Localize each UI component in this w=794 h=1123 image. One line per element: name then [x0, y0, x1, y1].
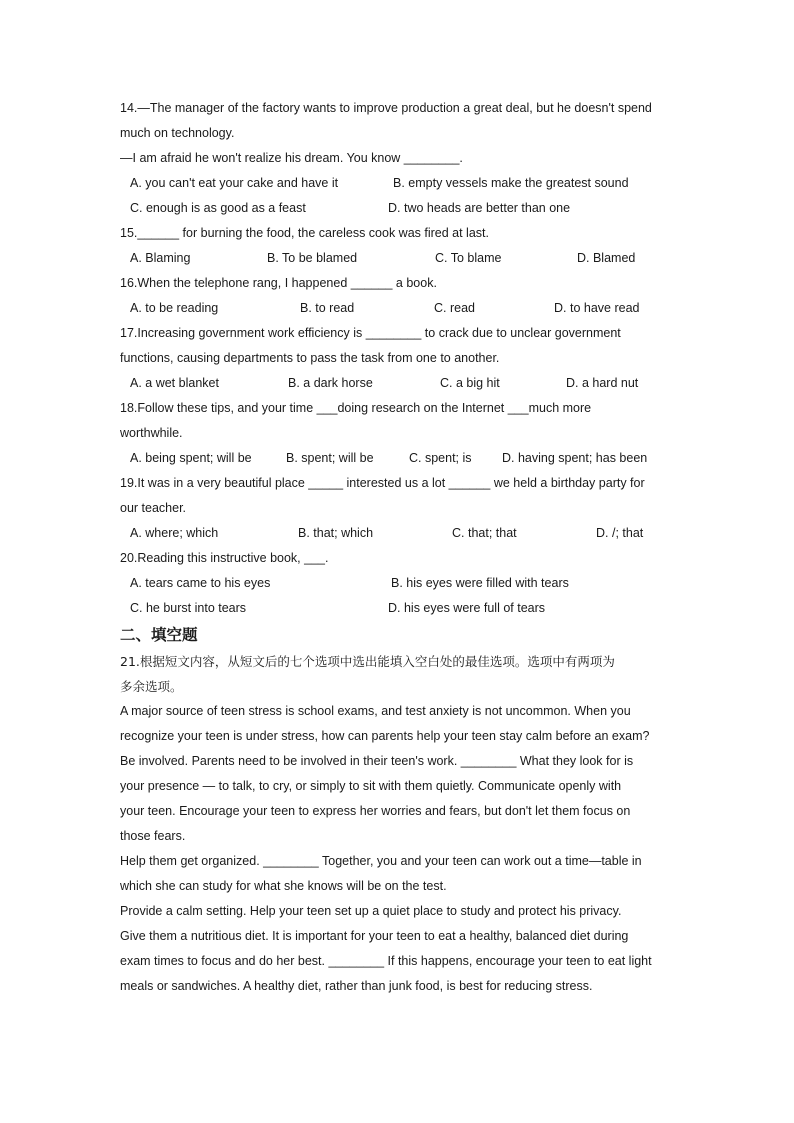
option-d: D. a hard nut [566, 376, 639, 390]
question-17-stem-line-2: functions, causing departments to pass the task from one to another. [120, 351, 500, 365]
option-b: B. a dark horse [288, 376, 373, 390]
option-b: B. that; which [298, 526, 374, 540]
passage-line: your presence — to talk, to cry, or simply to sit with them quietly. Communicate openly with [120, 779, 622, 793]
option-b: B. empty vessels make the greatest sound [393, 176, 629, 190]
question-18-stem-line-1: 18.Follow these tips, and your time ___doing research on the Internet ___much more [120, 401, 592, 415]
option-a: A. where; which [130, 526, 219, 540]
question-21-instruction-line-1: 21.根据短文内容，从短文后的七个选项中选出能填入空白处的最佳选项。选项中有两项为 [120, 654, 615, 669]
question-20-stem-line-1: 20.Reading this instructive book, ___. [120, 551, 329, 565]
option-b: B. his eyes were filled with tears [391, 576, 569, 590]
option-c: C. a big hit [440, 376, 500, 390]
option-a: A. you can't eat your cake and have it [130, 176, 339, 190]
option-d: D. having spent; has been [502, 451, 648, 465]
passage-line: recognize your teen is under stress, how can parents help your teen stay calm before an exam? [120, 729, 650, 743]
option-a: A. being spent; will be [130, 451, 252, 465]
question-14 [120, 96, 676, 221]
question-14-options-row-1 [120, 171, 676, 196]
option-b: B. to read [300, 301, 355, 315]
option-c: C. he burst into tears [130, 601, 247, 615]
question-17-stem-line-1: 17.Increasing government work efficiency is ________ to crack due to unclear government [120, 326, 621, 340]
question-17-options [120, 371, 676, 396]
option-c: C. that; that [452, 526, 517, 540]
question-17 [120, 321, 676, 396]
question-19-stem-line-1: 19.It was in a very beautiful place _____ interested us a lot ______ we held a birthday party for [120, 476, 645, 490]
option-a: A. to be reading [130, 301, 219, 315]
option-a: A. a wet blanket [130, 376, 219, 390]
passage-paragraph-1 [120, 699, 676, 849]
passage-line: Provide a calm setting. Help your teen set up a quiet place to study and protect his privacy. [120, 904, 622, 918]
question-19-options [120, 521, 676, 546]
passage-line: A major source of teen stress is school exams, and test anxiety is not uncommon. When you [120, 704, 631, 718]
question-20-options-row-2 [120, 596, 676, 621]
question-16-options [120, 296, 676, 321]
passage-line: which she can study for what she knows will be on the test. [120, 879, 447, 893]
question-19 [120, 471, 676, 546]
option-d: D. Blamed [577, 251, 636, 265]
question-15-stem-line-1: 15.______ for burning the food, the careless cook was fired at last. [120, 226, 489, 240]
question-14-options-row-2 [120, 196, 676, 221]
question-18-stem-line-2: worthwhile. [120, 426, 183, 440]
question-21-instruction-line-2: 多余选项。 [120, 679, 183, 694]
option-a: A. tears came to his eyes [130, 576, 271, 590]
passage-paragraph-3 [120, 899, 676, 999]
option-c: C. read [434, 301, 475, 315]
question-16-stem-line-1: 16.When the telephone rang, I happened ______ a book. [120, 276, 437, 290]
option-b: B. To be blamed [267, 251, 358, 265]
option-a: A. Blaming [130, 251, 191, 265]
question-14-stem-line-1: 14.—The manager of the factory wants to improve production a great deal, but he doesn't spend [120, 101, 652, 115]
option-b: B. spent; will be [286, 451, 374, 465]
question-16 [120, 271, 676, 321]
option-d: D. /; that [596, 526, 644, 540]
question-14-stem-line-3: —I am afraid he won't realize his dream. You know ________. [120, 151, 463, 165]
passage-line: meals or sandwiches. A healthy diet, rather than junk food, is best for reducing stress. [120, 979, 593, 993]
passage-line: those fears. [120, 829, 186, 843]
passage-line: Be involved. Parents need to be involved in their teen's work. ________ What they look for is [120, 754, 634, 768]
question-18-options [120, 446, 676, 471]
option-d: D. his eyes were full of tears [388, 601, 546, 615]
question-18 [120, 396, 676, 471]
question-19-stem-line-2: our teacher. [120, 501, 187, 515]
passage-paragraph-2 [120, 849, 676, 899]
question-20-options-row-1 [120, 571, 676, 596]
question-20 [120, 546, 676, 621]
option-d: D. to have read [554, 301, 640, 315]
question-21 [120, 649, 676, 999]
section-heading: 二、填空题 [120, 626, 198, 644]
passage-line: exam times to focus and do her best. ________ If this happens, encourage your teen to eat light [120, 954, 652, 968]
question-14-stem-line-2: much on technology. [120, 126, 235, 140]
option-c: C. To blame [435, 251, 502, 265]
question-15-options [120, 246, 676, 271]
option-d: D. two heads are better than one [388, 201, 571, 215]
passage-line: Give them a nutritious diet. It is important for your teen to eat a healthy, balanced diet during [120, 929, 629, 943]
question-15 [120, 221, 676, 271]
option-c: C. enough is as good as a feast [130, 201, 306, 215]
document-page [120, 96, 676, 999]
passage-line: your teen. Encourage your teen to express her worries and fears, but don't let them focus on [120, 804, 631, 818]
option-c: C. spent; is [409, 451, 472, 465]
passage-line: Help them get organized. ________ Together, you and your teen can work out a time—table in [120, 854, 642, 868]
